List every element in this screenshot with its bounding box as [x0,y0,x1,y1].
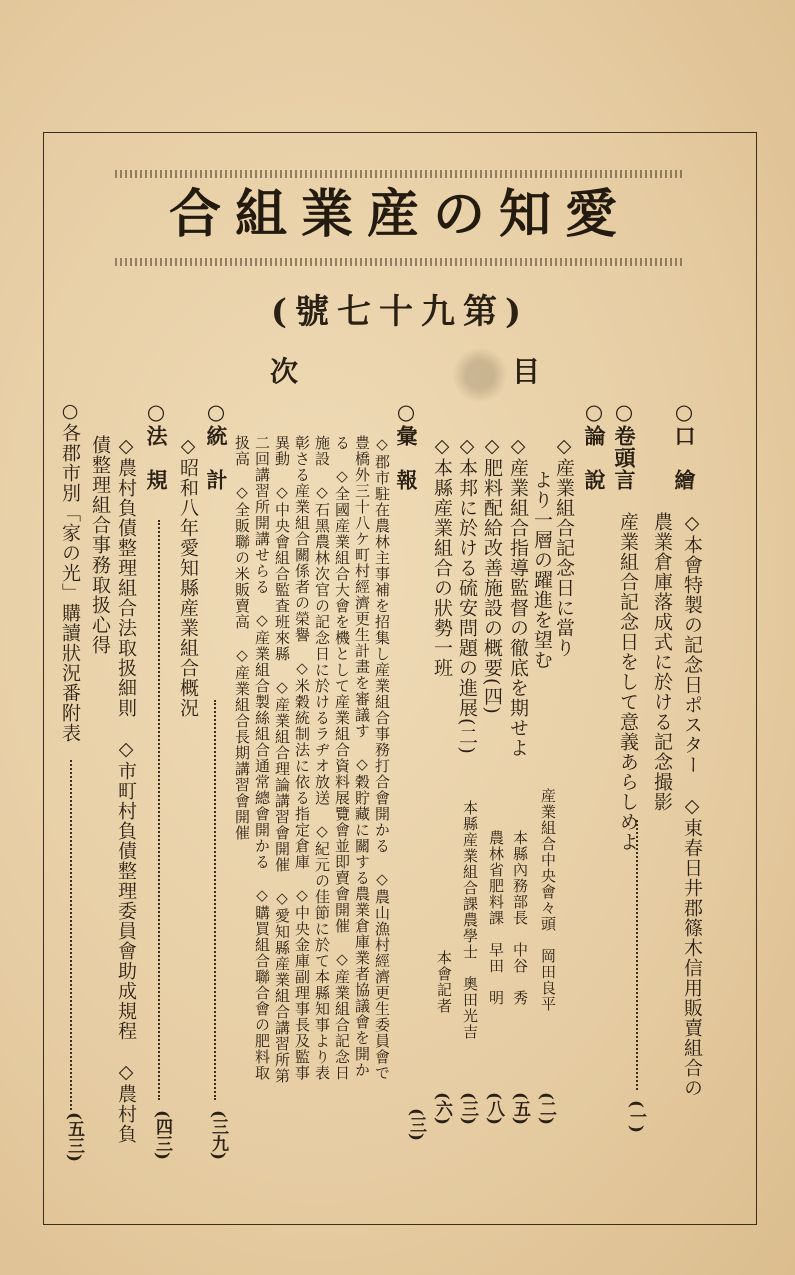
ronsetsu-item-5-author: 本會記者 [435,950,453,1014]
magazine-title: 合組業産の知愛 [168,185,631,245]
ink-smudge [445,345,515,405]
ronsetsu-item-4-author: 本縣産業組合課農學士 奧田光吉 [461,800,479,1040]
ronsetsu-item-1-subtitle: より一層の躍進を望む [531,470,553,670]
contents-heading-char-1: 次 [270,355,299,388]
ronsetsu-item-2-title: ◇産業組合指導監督の徹底を期せよ [507,435,529,758]
ihou-line-1: ◇郡市駐在農林主事補を招集し産業組合事務打合會開かる ◇農山漁村經濟更生委員會で [373,435,391,1081]
ihou-page: (三) [406,1108,426,1142]
ronsetsu-item-1-page: (二) [536,1092,556,1126]
houki-line-2: 債整理組合事務取扱心得 [89,435,111,655]
section-kuchie-heading: ○口 繪 [672,400,696,491]
ronsetsu-item-3-title: ◇肥料配給改善施設の概要(四) [481,435,503,715]
houki-line-1: ◇農村負債整理組合法取扱細則 ◇市町村負債整理委員會助成規程 ◇農村負 [115,435,137,1144]
section-kantougen-heading: ○卷頭言 [612,400,636,491]
toukei-line-1: ◇昭和八年愛知縣産業組合概況 [177,435,199,718]
ronsetsu-item-1-author: 産業組合中央會々頭 岡田良平 [539,788,557,1012]
kuchie-line-2: 農業倉庫落成式に於ける記念撮影 [651,512,673,812]
issue-number: (號七十九第) [270,292,530,332]
ronsetsu-item-5-title: ◇本縣産業組合の狀勢一班 [431,435,453,678]
ronsetsu-item-4-page: (三) [458,1092,478,1126]
section-ronsetsu-heading: ○論 說 [582,400,606,491]
ronsetsu-item-2-author: 本縣內務部長 中谷 秀 [511,830,529,1006]
ronsetsu-item-2-page: (五) [510,1092,530,1126]
kakugun-page: (五三) [64,1112,84,1163]
title-rule-top [115,170,685,178]
ihou-line-7: 二回講習所開講せらる ◇産業組合製絲組合通常總會開かる ◇購買組合聯合會の肥料取 [253,435,271,1081]
kakugun-line-1: ○各郡市別「家の光」購讀狀況番附表 [59,400,81,743]
ihou-line-5: 彰さる産業組合關係者の榮譽 ◇米穀統制法に依る指定倉庫 ◇中央金庫副理事長及監事 [293,435,311,1081]
kakugun-leader [70,760,75,1110]
kantougen-line-1: 産業組合記念日をして意義あらしめよ [617,512,639,852]
toukei-page: (三九) [208,1110,228,1161]
ihou-line-6: 異動 ◇中央會組合監査班來縣 ◇産業組合理論講習會開催 ◇愛知縣産業組合講習所第 [273,435,291,1084]
houki-page: (四三) [152,1110,172,1161]
ihou-line-3: る ◇全國産業組合大會を機として産業組合資料展覽會並即賣會開催 ◇産業組合記念日 [333,435,351,1081]
kuchie-leader [636,820,641,1090]
section-houki-heading: ○法 規 [144,400,168,491]
title-rule-bottom [115,258,685,266]
contents-heading-char-2: 目 [511,355,540,388]
houki-leader [158,520,163,1100]
ronsetsu-item-4-title: ◇本邦に於ける硫安問題の進展(二) [456,435,478,755]
section-toukei-heading: ○統 計 [204,400,228,491]
ihou-line-2: 豊橋外三十八ケ町村經濟更生計畫を審議す ◇穀貯藏に關する農業倉庫業者協議會を開か [353,435,371,1078]
ihou-line-4: 施設 ◇石黑農林次官の記念日に於けるラヂオ放送 ◇紀元の佳節に於て本縣知事より表 [313,435,331,1081]
toukei-leader [214,700,219,1100]
section-ihou-heading: ○彙 報 [394,400,418,491]
ronsetsu-item-3-author: 農林省肥料課 早田 明 [487,830,505,1006]
ronsetsu-item-5-page: (六) [432,1092,452,1126]
kuchie-line-1: ◇本會特製の記念日ポスター ◇東春日井郡篠木信用販賣組合の [681,512,703,1098]
ronsetsu-item-1-title: ◇産業組合記念日に當り [553,435,575,658]
ihou-line-8: 扱高 ◇全販聯の米販賣高 ◇産業組合長期講習會開催 [233,435,251,841]
ronsetsu-item-3-page: (八) [484,1092,504,1126]
kuchie-page: (一) [626,1100,646,1134]
